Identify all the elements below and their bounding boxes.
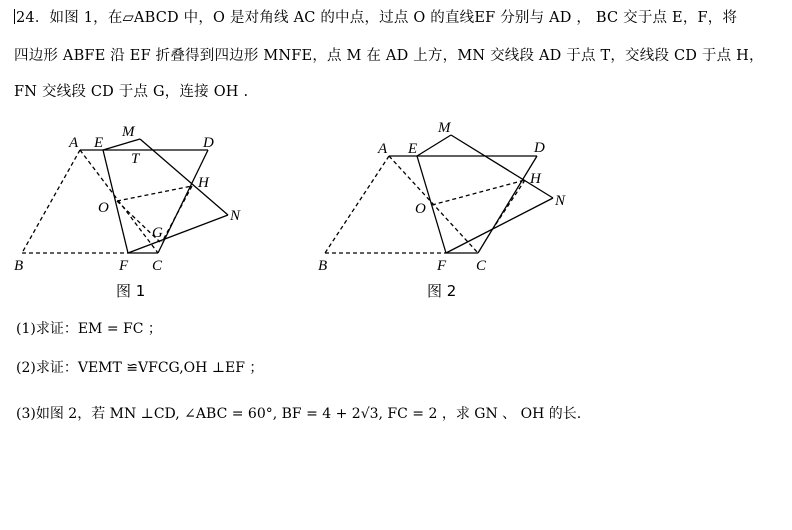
label-N: N [555, 193, 566, 209]
question-1: (1)求证：EM = FC ； [16, 321, 162, 337]
label-B: B [14, 258, 24, 274]
label-N: N [230, 208, 241, 224]
segment-OH-dashed [117, 186, 192, 201]
label-E: E [408, 141, 418, 157]
label-T: T [131, 151, 140, 167]
label-F: F [437, 258, 447, 274]
segment-EM [103, 139, 140, 150]
label-M: M [122, 124, 135, 140]
segment-EM [417, 135, 451, 156]
label-G: G [152, 225, 163, 241]
label-O: O [415, 201, 426, 217]
label-M: M [438, 120, 451, 136]
label-F: F [119, 258, 129, 274]
segment-HG-dashed [162, 186, 192, 242]
label-D: D [203, 135, 214, 151]
segment-NF [128, 215, 228, 253]
segment-OH-dashed [432, 180, 525, 205]
figure-2 [325, 135, 553, 253]
figure-2-caption: 图 2 [427, 282, 457, 300]
question-2: (2)求证：VEMT ≌VFCG,OH ⊥EF ； [16, 360, 264, 376]
figure-1-caption: 图 1 [116, 282, 146, 300]
label-C: C [152, 258, 163, 274]
figure-1 [22, 139, 228, 253]
segment-NF [446, 198, 553, 253]
segment-AB-dashed [325, 156, 389, 253]
problem-line-3: FN 交线段 CD 于点 G，连接 OH . [14, 84, 249, 100]
problem-line-2: 四边形 ABFE 沿 EF 折叠得到四边形 MNFE，点 M 在 AD 上方，MN 交线段 AD 于点 T，交线段 CD 于点 H， [14, 48, 764, 64]
label-C: C [476, 258, 487, 274]
label-H: H [530, 171, 541, 187]
label-D: D [534, 140, 545, 156]
question-3: (3)如图 2，若 MN ⊥CD, ∠ABC = 60°, BF = 4 + 2√3, FC = 2 ，求 GN 、 OH 的长. [16, 406, 582, 422]
diagonal-AC-dashed [80, 150, 158, 253]
label-E: E [94, 135, 104, 151]
label-O: O [98, 200, 109, 216]
problem-line-1: 24．如图 1，在▱ABCD 中，O 是对角线 AC 的中点，过点 O 的直线EF 分别与 AD ， BC 交于点 E，F，将 [16, 10, 738, 26]
label-A: A [69, 135, 79, 151]
label-A: A [378, 141, 388, 157]
segment-AB-dashed [22, 150, 80, 253]
label-H: H [198, 175, 209, 191]
label-B: B [318, 258, 328, 274]
